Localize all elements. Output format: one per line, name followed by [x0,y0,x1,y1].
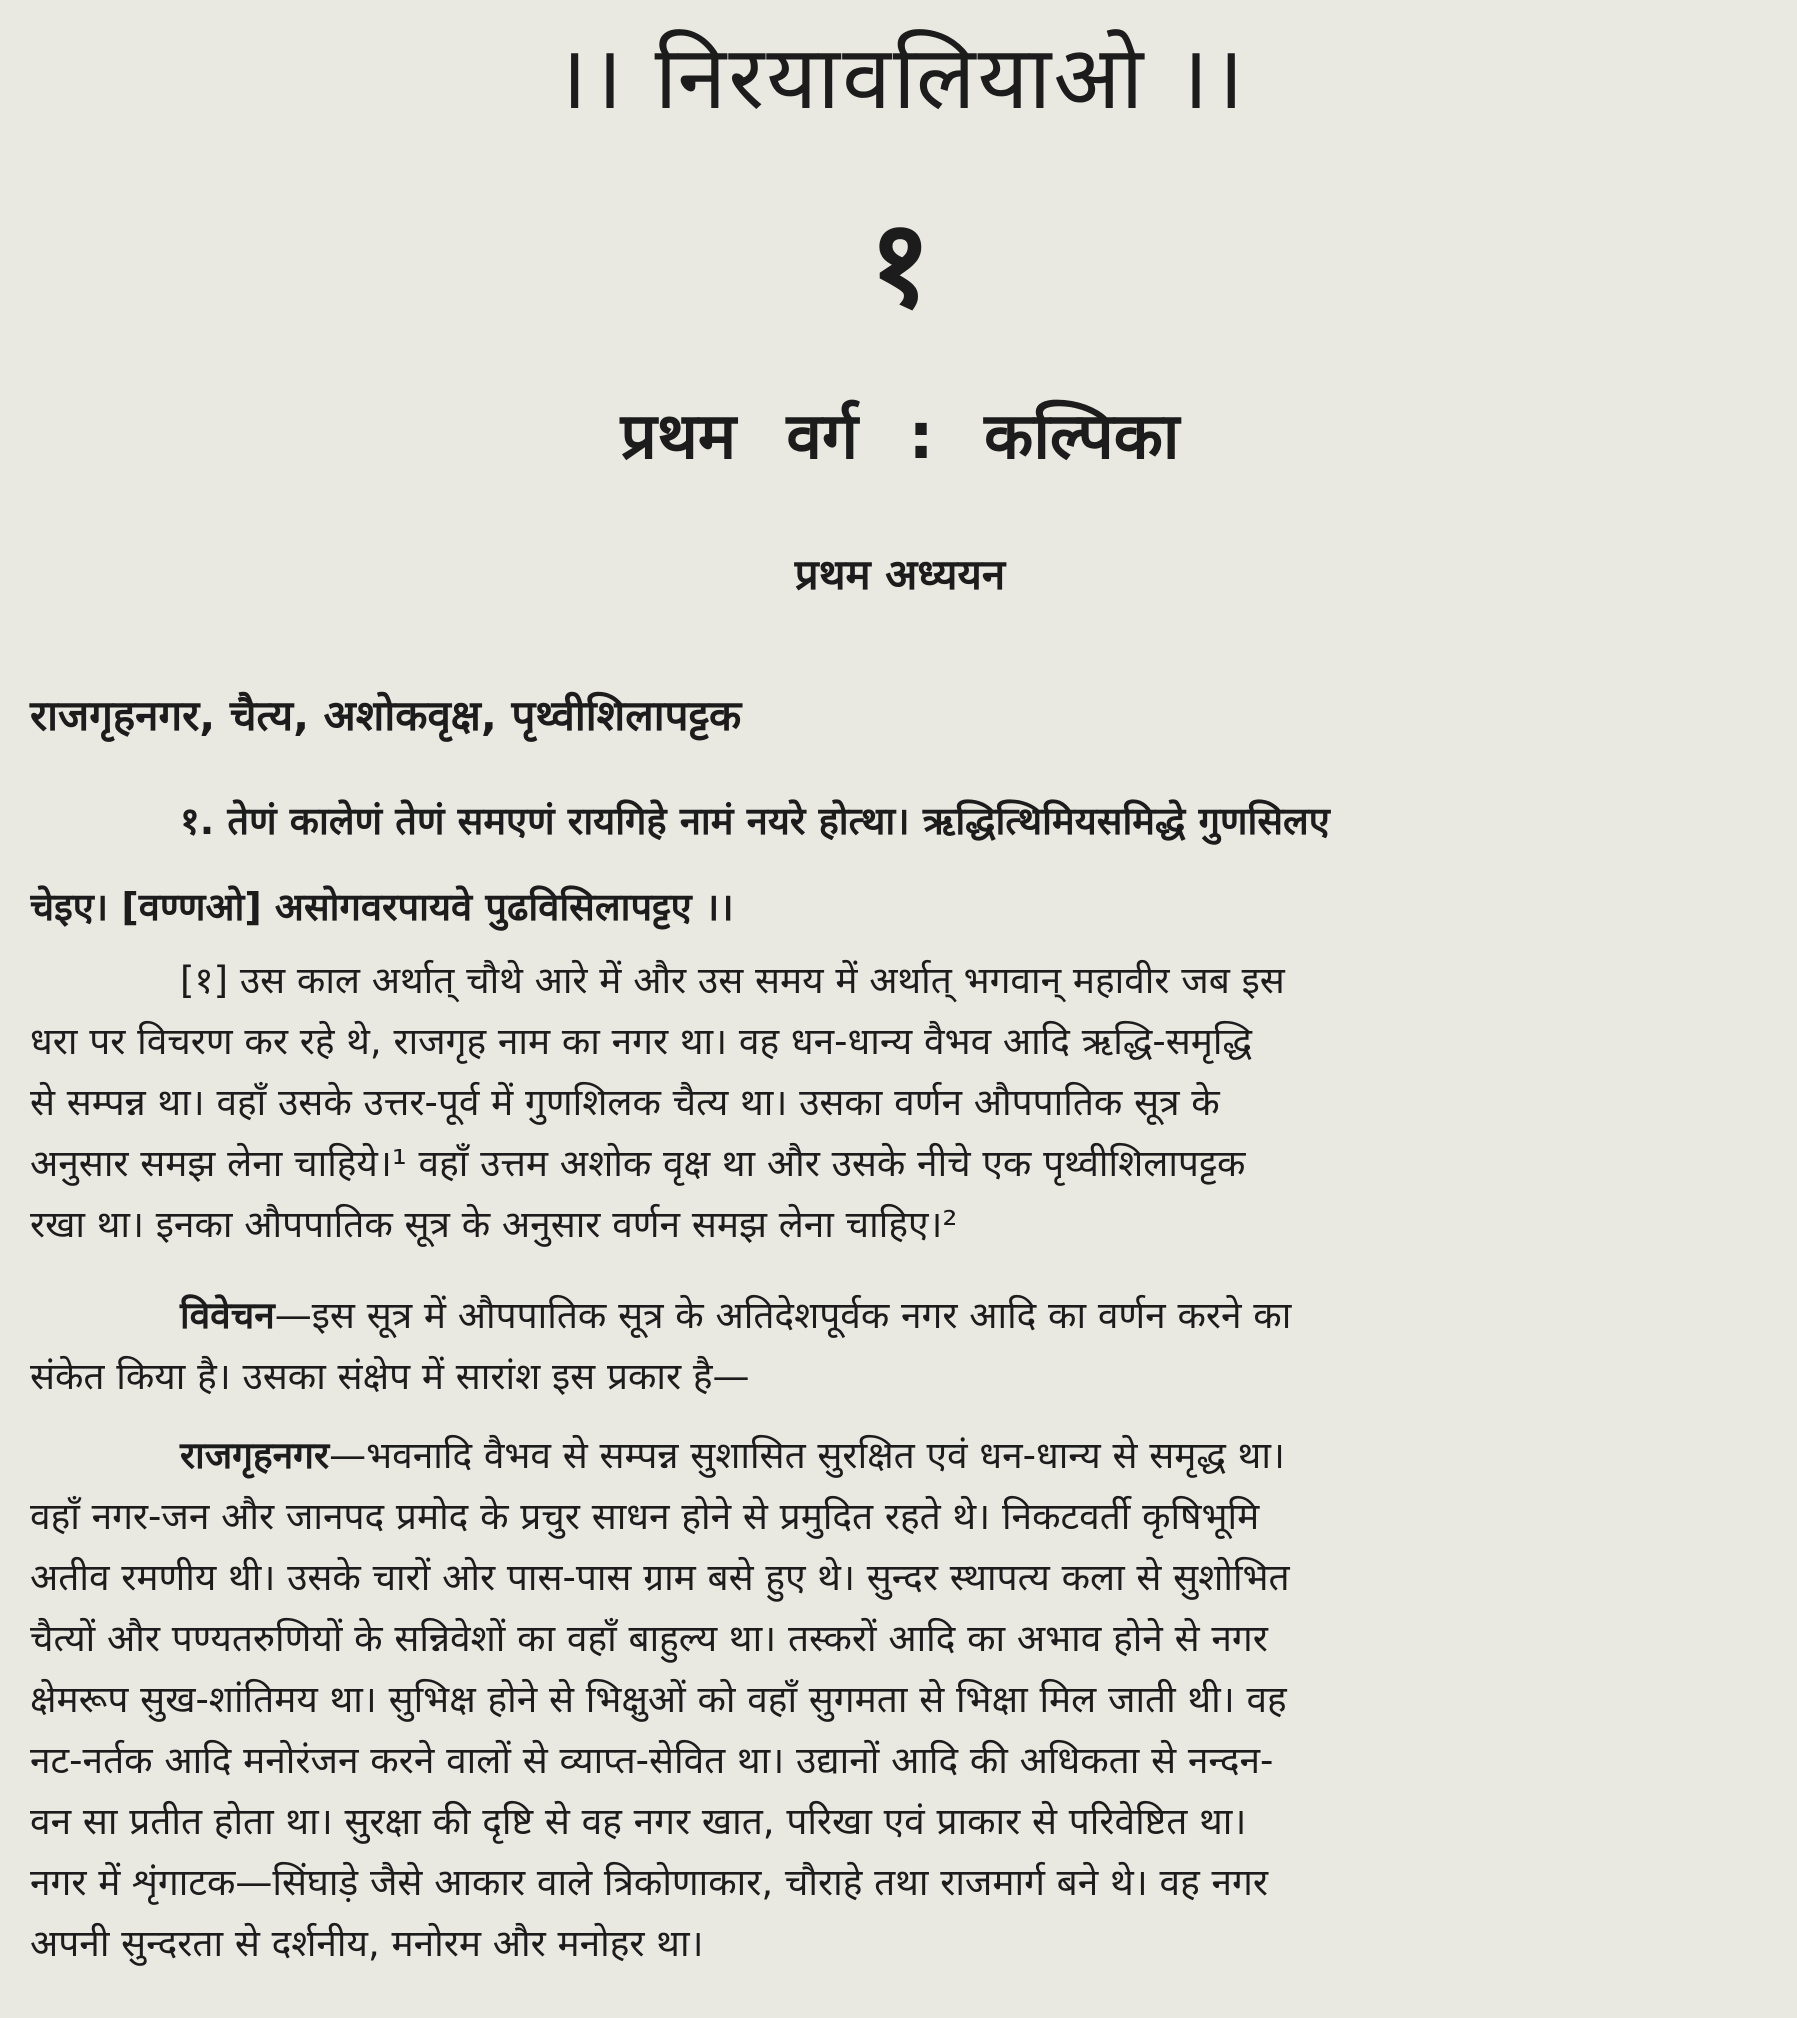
translation-line: [१] उस काल अर्थात् चौथे आरे में और उस समय में अर्थात् भगवान् महावीर जब इस [180,959,1285,1002]
rajgriha-line: अपनी सुन्दरता से दर्शनीय, मनोरम और मनोहर था। [30,1922,704,1965]
section-heading: राजगृहनगर, चैत्य, अशोकवृक्ष, पृथ्वीशिलापट्टक [30,691,742,740]
rajgriha-line: वहाँ नगर-जन और जानपद प्रमोद के प्रचुर साधन होने से प्रमुदित रहते थे। निकटवर्ती कृषिभूमि [30,1495,1260,1538]
translation-line: अनुसार समझ लेना चाहिये।¹ वहाँ उत्तम अशोक वृक्ष था और उसके नीचे एक पृथ्वीशिलापट्टक [30,1142,1246,1185]
adhyayan-heading: प्रथम अध्ययन [794,550,1006,599]
rajgriha-line: वन सा प्रतीत होता था। सुरक्षा की दृष्टि से वह नगर खात, परिखा एवं प्राकार से परिवेष्टित था। [30,1800,1247,1843]
rajgriha-line: नगर में शृंगाटक—सिंघाड़े जैसे आकार वाले त्रिकोणाकार, चौराहे तथा राजमार्ग बने थे। वह नगर [30,1861,1268,1904]
rajgriha-line: नट-नर्तक आदि मनोरंजन करने वालों से व्याप्त-सेवित था। उद्यानों आदि की अधिकता से नन्दन- [30,1739,1274,1782]
translation-line: से सम्पन्न था। वहाँ उसके उत्तर-पूर्व में गुणशिलक चैत्य था। उसका वर्णन औपपातिक सूत्र के [30,1081,1220,1124]
rajgriha-line: अतीव रमणीय थी। उसके चारों ओर पास-पास ग्राम बसे हुए थे। सुन्दर स्थापत्य कला से सुशोभित [30,1556,1290,1599]
rajgriha-line: क्षेमरूप सुख-शांतिमय था। सुभिक्ष होने से भिक्षुओं को वहाँ सुगमता से भिक्षा मिल जाती थी। वह [30,1678,1287,1721]
translation-paragraph [30,950,1750,1255]
rajgriha-paragraph [30,1425,1750,1974]
translation-line: धरा पर विचरण कर रहे थे, राजगृह नाम का नगर था। वह धन-धान्य वैभव आदि ऋद्धि-समृद्धि [30,1020,1253,1063]
translation-line: रखा था। इनका औपपातिक सूत्र के अनुसार वर्णन समझ लेना चाहिए।² [30,1203,958,1246]
chapter-number: १ [868,195,932,334]
book-title: ।। निरयावलियाओ ।। [553,26,1247,129]
varga-heading: प्रथम वर्ग : कल्पिका [620,400,1180,474]
vivechan-line-rest: —इस सूत्र में औपपातिक सूत्र के अतिदेशपूर्वक नगर आदि का वर्णन करने का [274,1294,1292,1337]
vivechan-paragraph [30,1285,1750,1407]
vivechan-first-line [30,1285,1750,1346]
rajgriha-first-line [30,1425,1750,1486]
book-page [30,0,1770,2018]
vivechan-line: संकेत किया है। उसका संक्षेप में सारांश इस प्रकार है— [30,1355,750,1398]
sutra-line: चेइए। [वण्णओ] असोगवरपायवे पुढविसिलापट्टए ।। [30,885,734,929]
rajgriha-line-rest: —भवनादि वैभव से सम्पन्न सुशासित सुरक्षित एवं धन-धान्य से समृद्ध था। [329,1434,1285,1477]
rajgriha-lead: राजगृहनगर [180,1434,330,1477]
rajgriha-line: चैत्यों और पण्यतरुणियों के सन्निवेशों का वहाँ बाहुल्य था। तस्करों आदि का अभाव होने से नगर [30,1617,1268,1660]
sutra-line: १. तेणं कालेणं तेणं समएणं रायगिहे नामं नयरे होत्था। ऋद्धित्थिमियसमिद्धे गुणसिलए [180,799,1330,843]
vivechan-lead: विवेचन [180,1294,275,1337]
sutra-text [30,778,1750,950]
